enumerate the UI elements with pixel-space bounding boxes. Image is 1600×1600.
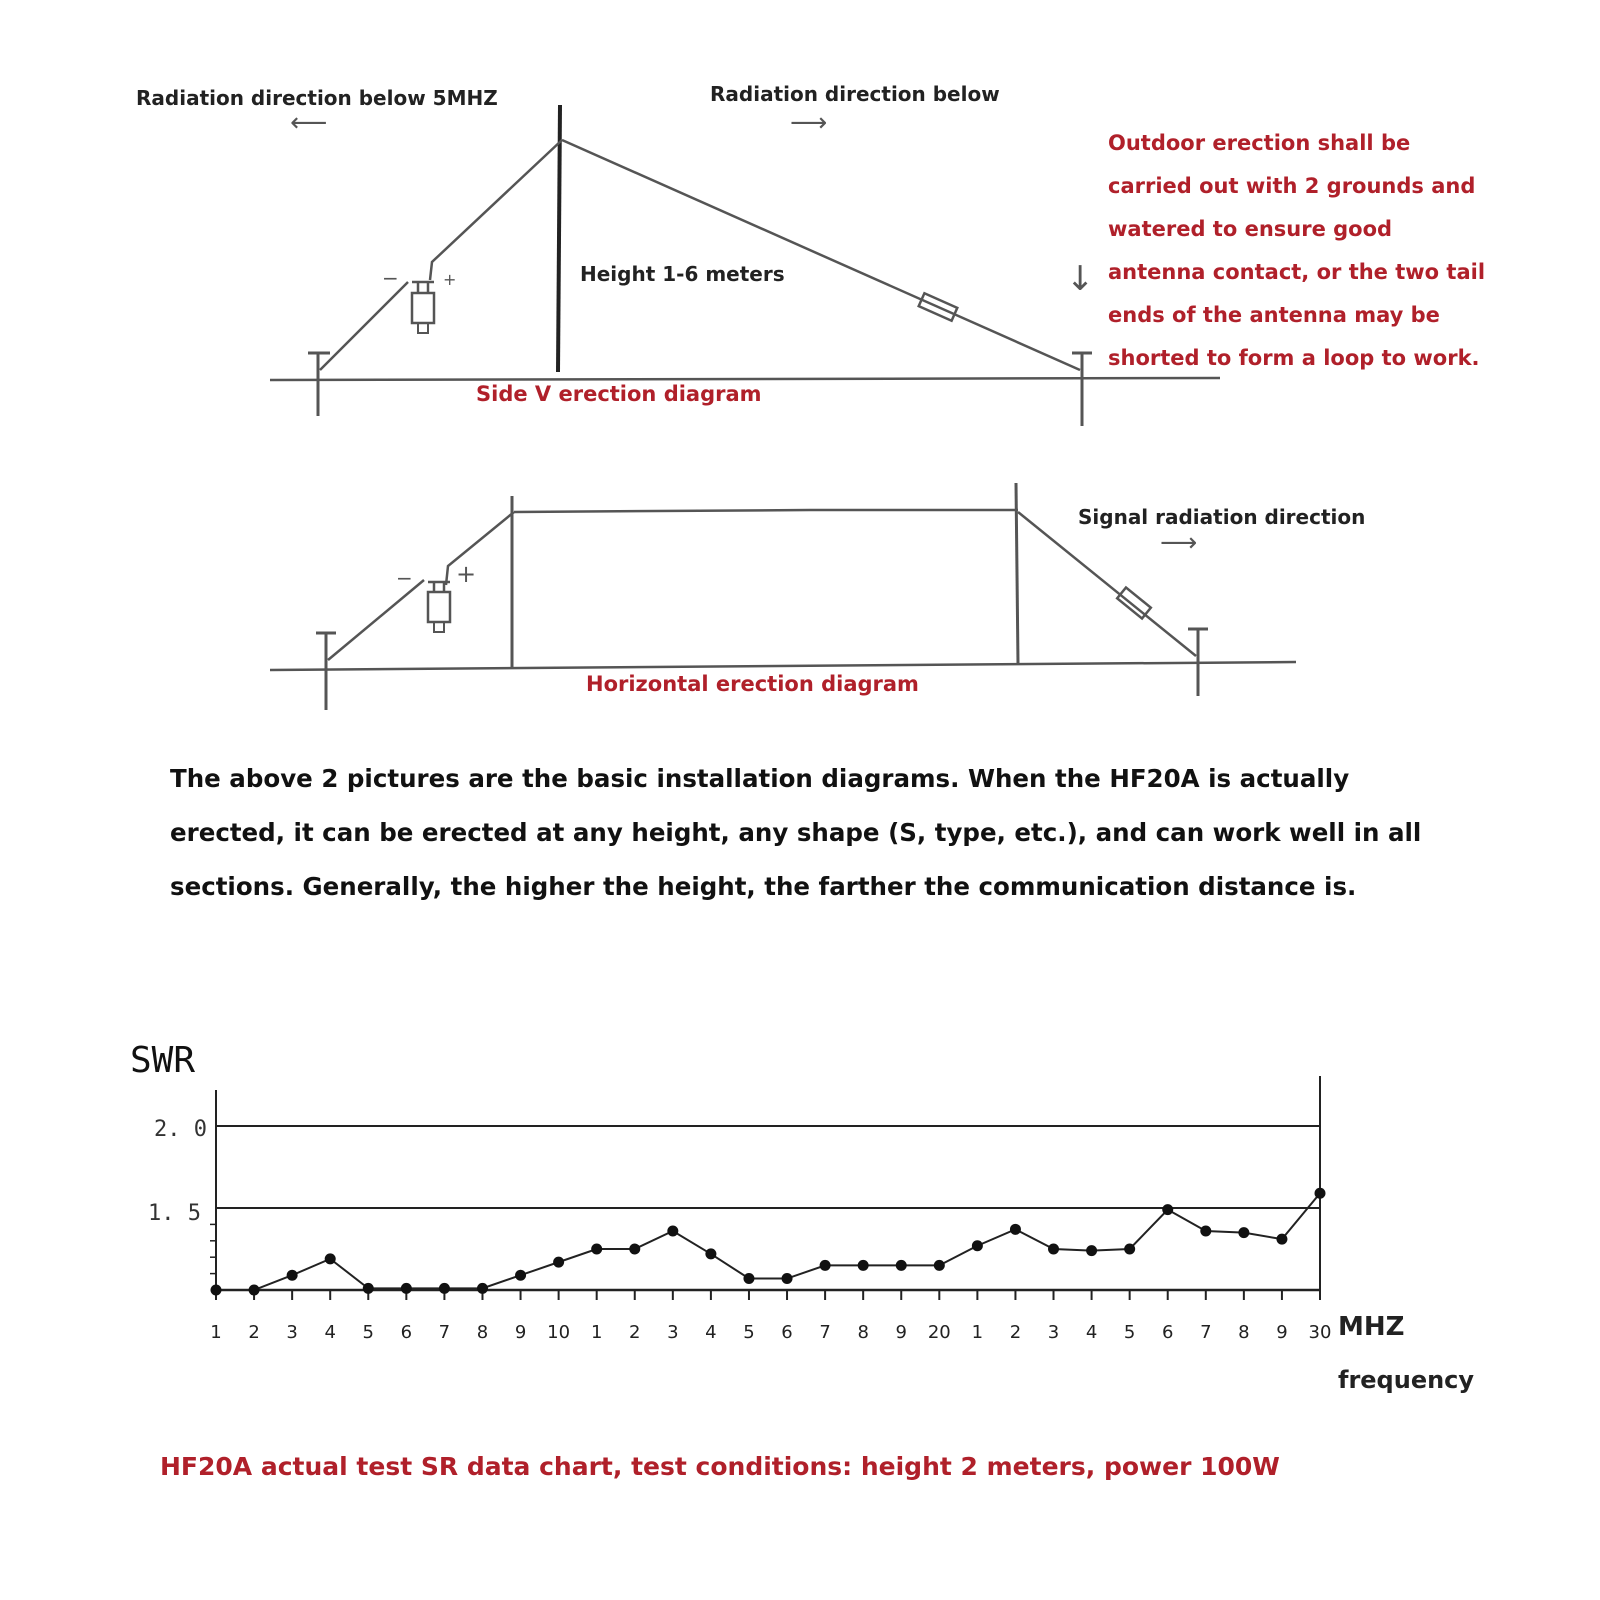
chart-data-point: [629, 1244, 640, 1255]
chart-x-tick-label: 9: [514, 1322, 527, 1343]
chart-data-point: [858, 1260, 869, 1271]
chart-x-tick-label: 7: [819, 1322, 831, 1343]
chart-x-tick-label: 1: [590, 1322, 603, 1343]
chart-data-point: [439, 1283, 450, 1294]
chart-x-tick-label: 10: [547, 1322, 571, 1343]
chart-x-tick-label: 8: [1238, 1322, 1250, 1343]
chart-x-tick-label: 7: [438, 1322, 451, 1343]
chart-xlabel-frequency: frequency: [1338, 1366, 1475, 1394]
chart-data-point: [477, 1283, 488, 1294]
chart-x-tick-label: 9: [895, 1322, 907, 1343]
chart-x-tick-label: 3: [667, 1322, 679, 1343]
chart-x-tick-label: 3: [1047, 1322, 1060, 1343]
chart-x-tick-label: 3: [286, 1322, 298, 1343]
paragraph-line: sections. Generally, the higher the height, the farther the communication distance is.: [170, 872, 1357, 901]
horizontal-resistor: [1117, 587, 1151, 618]
chart-data-point: [896, 1260, 907, 1271]
chart-x-tick-label: 6: [1161, 1322, 1174, 1343]
chart-x-tick-label: 2: [629, 1322, 641, 1343]
paragraph-line: erected, it can be erected at any height, any shape (S, type, etc.), and can work well in all: [170, 818, 1422, 847]
chart-x-tick-label: 2: [248, 1322, 260, 1343]
note-line: Outdoor erection shall be: [1108, 131, 1411, 155]
chart-data-point: [401, 1283, 412, 1294]
chart-ytick-label: 1. 5: [148, 1201, 201, 1226]
chart-x-tick-label: 8: [857, 1322, 869, 1343]
chart-data-point: [705, 1248, 716, 1259]
horizontal-ground-line: [270, 662, 1296, 670]
chart-data-point: [1162, 1204, 1173, 1215]
chart-x-tick-label: 1: [210, 1322, 222, 1343]
chart-data-point: [972, 1240, 983, 1251]
chart-data-point: [553, 1257, 564, 1268]
horizontal-connector: [428, 592, 450, 622]
arrow-left-icon: ⟵: [290, 108, 328, 138]
side-v-caption: Side V erection diagram: [476, 382, 762, 406]
swr-chart: [0, 1000, 1600, 1600]
note-line: ends of the antenna may be: [1108, 303, 1440, 327]
chart-data-point: [1276, 1234, 1287, 1245]
chart-xlabel: MHZ: [1338, 1312, 1405, 1342]
chart-data-point: [1086, 1245, 1097, 1256]
height-label: Height 1-6 meters: [580, 262, 785, 286]
horizontal-minus-sign: −: [396, 566, 413, 590]
arrow-down-icon: ↓: [1066, 259, 1095, 299]
chart-x-tick-label: 5: [1123, 1322, 1136, 1343]
chart-title: HF20A actual test SR data chart, test conditions: height 2 meters, power 100W: [160, 1452, 1280, 1481]
radiation-right-label: Radiation direction below: [710, 82, 1000, 106]
chart-x-tick-label: 9: [1276, 1322, 1288, 1343]
chart-x-tick-label: 6: [781, 1322, 793, 1343]
horizontal-plus-sign: +: [456, 560, 477, 588]
chart-x-tick-label: 1: [971, 1322, 984, 1343]
chart-ylabel: SWR: [130, 1040, 196, 1081]
chart-x-tick-label: 4: [324, 1322, 336, 1343]
note-line: watered to ensure good: [1108, 217, 1393, 241]
chart-data-point: [591, 1244, 602, 1255]
chart-x-tick-label: 5: [743, 1322, 755, 1343]
horizontal-diagram: [0, 0, 1600, 720]
arrow-right-icon: ⟶: [790, 108, 828, 138]
installation-paragraph: [170, 752, 1470, 914]
arrow-right-icon: ⟶: [1160, 528, 1198, 558]
side-v-minus-sign: −: [382, 266, 399, 290]
chart-x-tick-label: 20: [927, 1322, 951, 1343]
chart-x-tick-label: 5: [362, 1322, 375, 1343]
chart-x-tick-label: 8: [476, 1322, 489, 1343]
chart-data-point: [667, 1225, 678, 1236]
chart-x-tick-label: 6: [400, 1322, 413, 1343]
chart-data-point: [743, 1273, 754, 1284]
chart-data-point: [1315, 1188, 1326, 1199]
chart-x-tick-label: 7: [1200, 1322, 1212, 1343]
chart-data-point: [934, 1260, 945, 1271]
chart-x-tick-label: 2: [1009, 1322, 1022, 1343]
horizontal-caption: Horizontal erection diagram: [586, 672, 919, 696]
chart-data-point: [211, 1285, 222, 1296]
chart-data-point: [1200, 1225, 1211, 1236]
side-v-plus-sign: +: [443, 270, 457, 289]
note-line: shorted to form a loop to work.: [1108, 346, 1480, 370]
chart-data-point: [1124, 1244, 1135, 1255]
chart-data-point: [782, 1273, 793, 1284]
chart-x-tick-label: 4: [705, 1322, 717, 1343]
chart-data-point: [1010, 1224, 1021, 1235]
signal-radiation-label: Signal radiation direction: [1078, 505, 1366, 529]
chart-data-point: [1238, 1227, 1249, 1238]
paragraph-line: The above 2 pictures are the basic installation diagrams. When the HF20A is actually: [170, 764, 1350, 793]
radiation-left-label: Radiation direction below 5MHZ: [136, 86, 498, 110]
chart-data-point: [1048, 1244, 1059, 1255]
chart-data-point: [820, 1260, 831, 1271]
chart-x-tick-label: 4: [1085, 1322, 1098, 1343]
chart-ytick-label: 2. 0: [154, 1117, 207, 1142]
chart-data-point: [249, 1285, 260, 1296]
chart-x-tick-label: 30: [1308, 1322, 1332, 1343]
chart-data-point: [363, 1283, 374, 1294]
chart-data-point: [325, 1253, 336, 1264]
note-line: antenna contact, or the two tail: [1108, 260, 1486, 284]
note-line: carried out with 2 grounds and: [1108, 174, 1476, 198]
chart-data-point: [287, 1270, 298, 1281]
chart-data-point: [515, 1270, 526, 1281]
